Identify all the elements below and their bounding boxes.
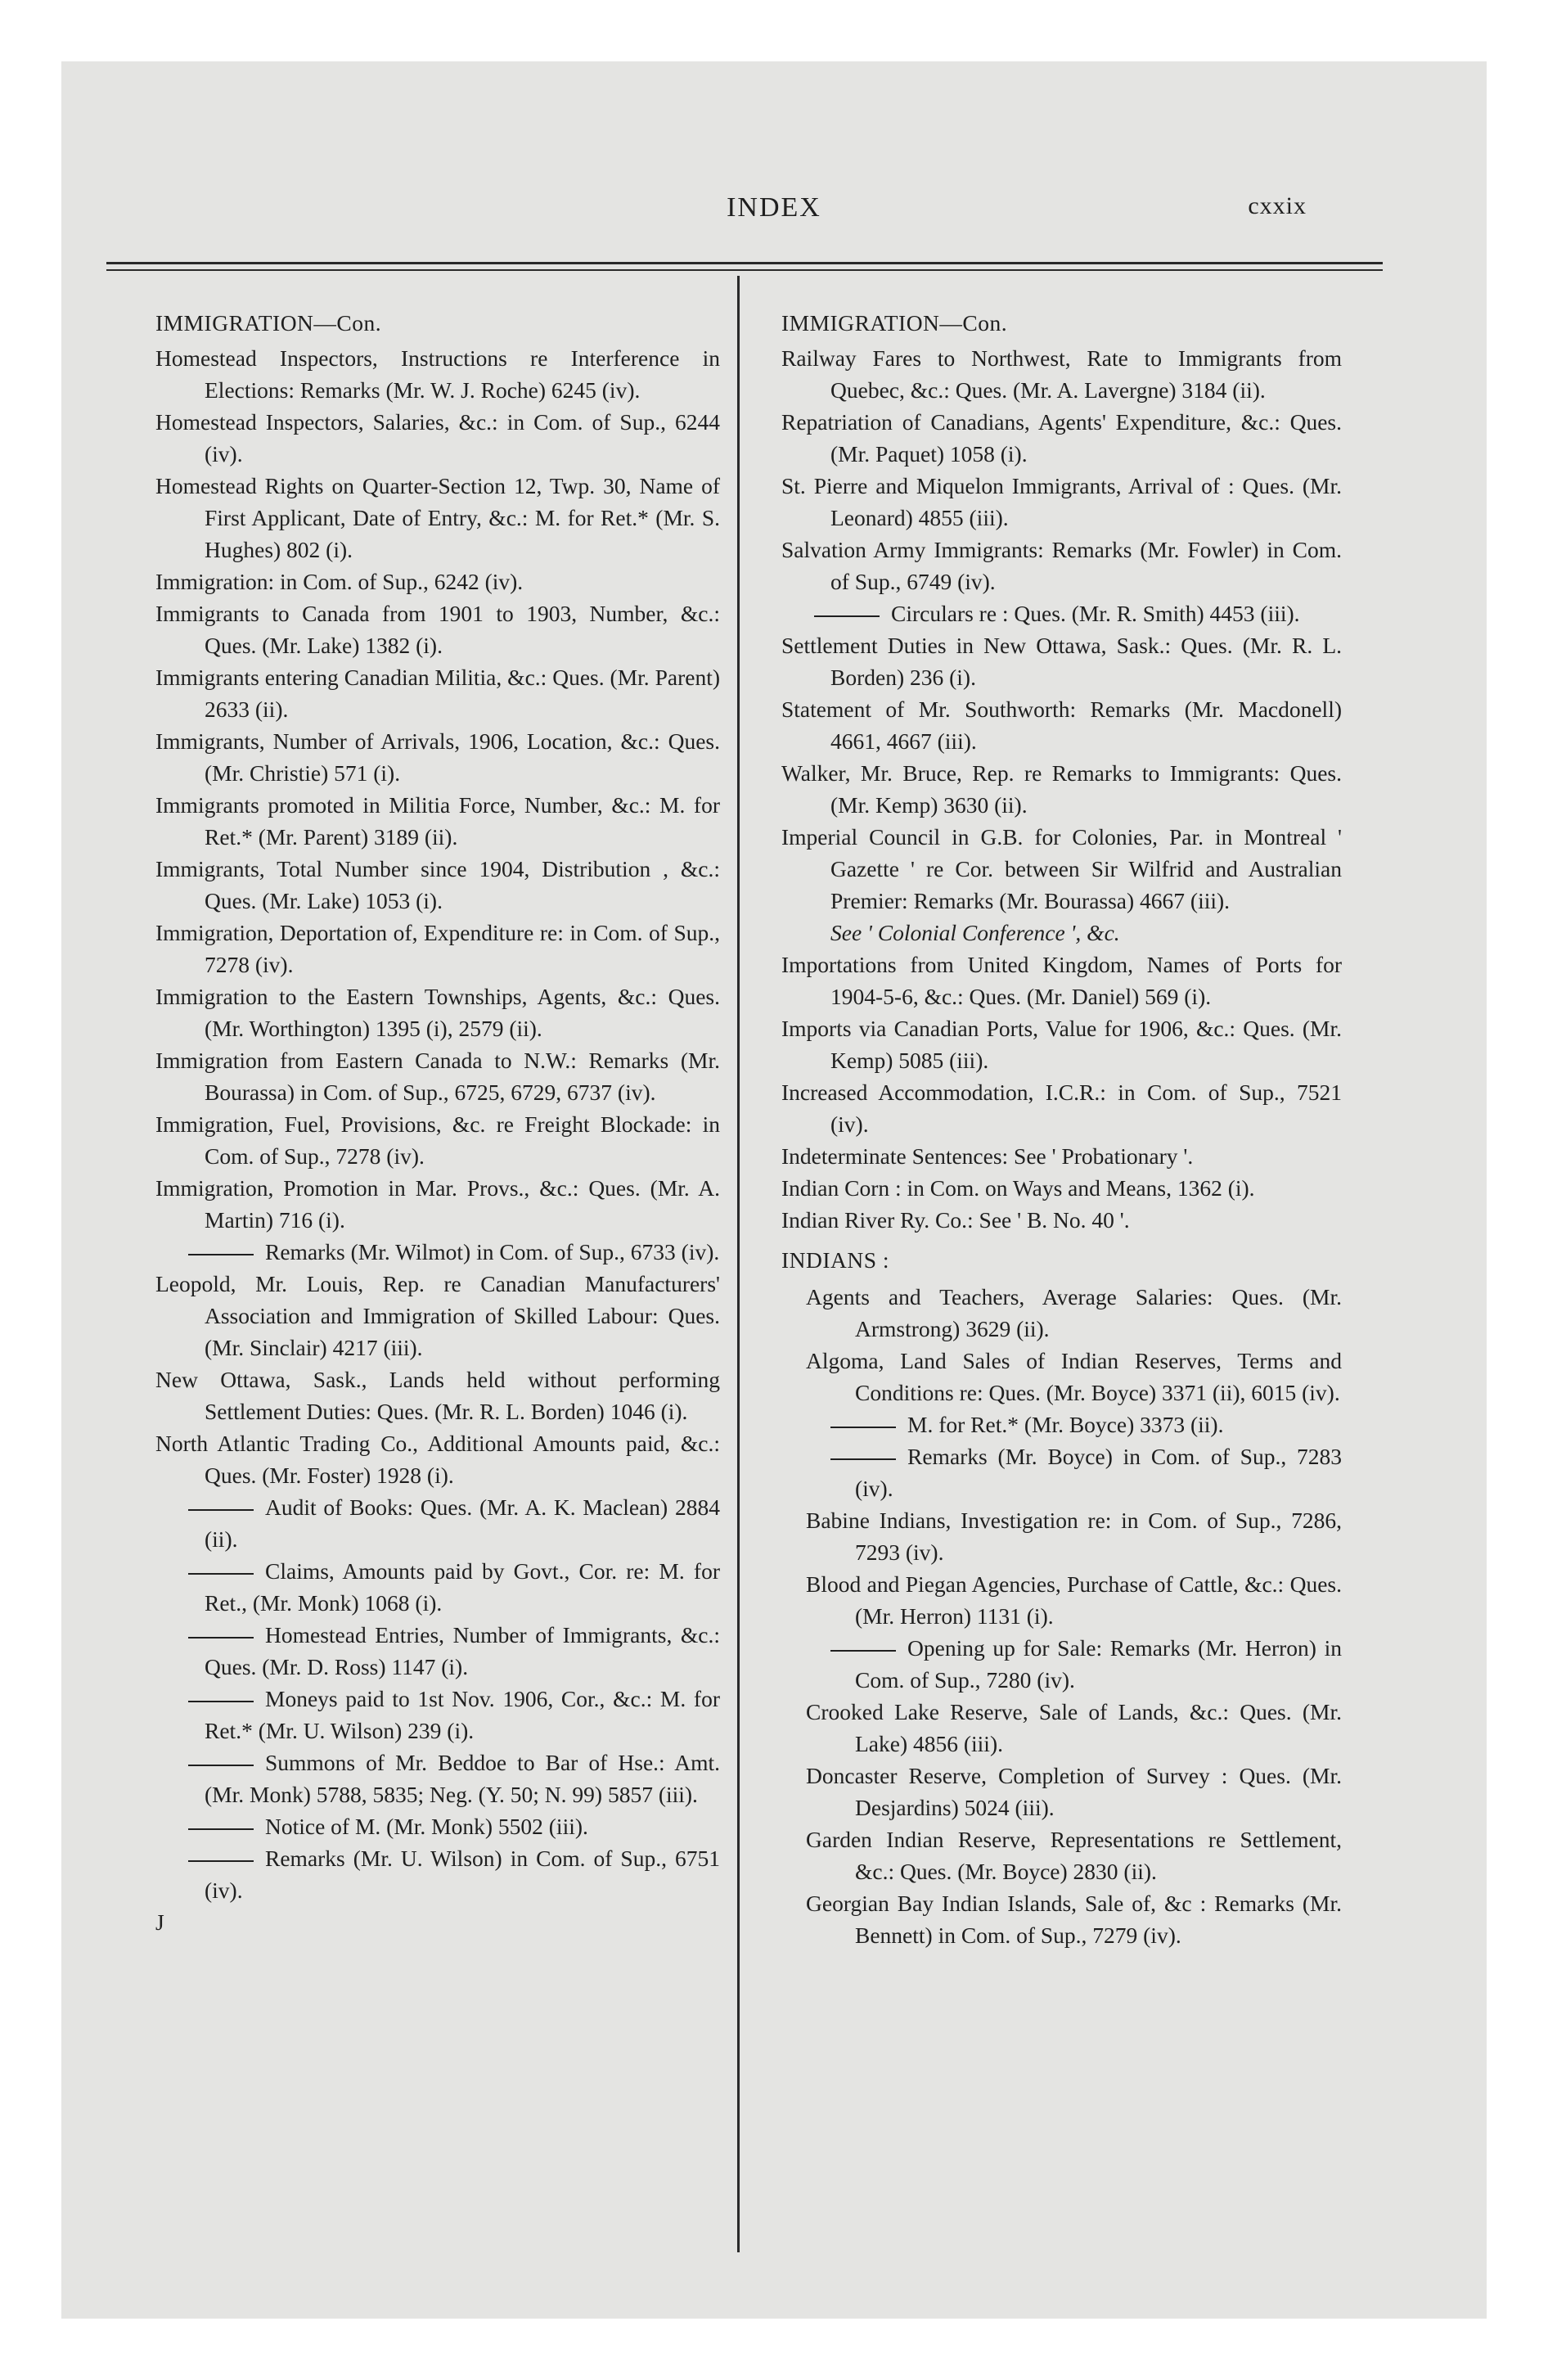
left-entry-text: Immigration from Eastern Canada to N.W.: Remarks (Mr. Bourassa) in Com. of Sup., 6725, 6729, 6737 (iv). — [155, 1048, 720, 1105]
indians-entry — [781, 1632, 1342, 1696]
left-entry-text: Immigrants to Canada from 1901 to 1903, Number, &c.: Ques. (Mr. Lake) 1382 (i). — [155, 601, 720, 658]
left-entry — [155, 470, 720, 566]
left-entry — [155, 1108, 720, 1172]
right-entry-text: Indian Corn : in Com. on Ways and Means, 1362 (i). — [781, 1175, 1255, 1201]
ditto-dash — [188, 1637, 254, 1639]
left-entry-text: Remarks (Mr. Wilmot) in Com. of Sup., 6733 (iv). — [265, 1239, 720, 1264]
ditto-dash — [188, 1828, 254, 1830]
indians-entry-text: M. for Ret.* (Mr. Boyce) 3373 (ii). — [907, 1412, 1224, 1437]
left-entry — [155, 1427, 720, 1491]
left-entry — [155, 789, 720, 853]
header-rule-bottom — [106, 269, 1383, 271]
left-entry-text: Immigration, Deportation of, Expenditure re: in Com. of Sup., 7278 (iv). — [155, 920, 720, 977]
indians-entry — [781, 1281, 1342, 1345]
left-entry-text: Summons of Mr. Beddoe to Bar of Hse.: Amt. (Mr. Monk) 5788, 5835; Neg. (Y. 50; N. 99) 5857 (iii). — [205, 1750, 720, 1807]
right-entry-text: Indeterminate Sentences: See ' Probationary '. — [781, 1143, 1194, 1169]
header-rule-top — [106, 262, 1383, 264]
left-entry-text: North Atlantic Trading Co., Additional Amounts paid, &c.: Ques. (Mr. Foster) 1928 (i). — [155, 1431, 720, 1488]
indians-entry-text: Agents and Teachers, Average Salaries: Ques. (Mr. Armstrong) 3629 (ii). — [806, 1284, 1342, 1341]
indians-entry — [781, 1568, 1342, 1632]
right-entry-text: See ' Colonial Conference ', &c. — [830, 920, 1120, 945]
indians-entry — [781, 1823, 1342, 1887]
left-entry — [155, 566, 720, 597]
left-entry-text: New Ottawa, Sask., Lands held without performing Settlement Duties: Ques. (Mr. R. L. Borden) 1046 (i). — [155, 1367, 720, 1424]
right-entry — [781, 757, 1342, 821]
left-entry-text: Moneys paid to 1st Nov. 1906, Cor., &c.: M. for Ret.* (Mr. U. Wilson) 239 (i). — [205, 1686, 720, 1743]
left-entry — [155, 1044, 720, 1108]
right-entry — [781, 597, 1342, 629]
right-entry — [781, 534, 1342, 597]
ditto-dash — [188, 1254, 254, 1255]
index-page — [61, 61, 1487, 2319]
right-entry — [781, 1140, 1342, 1172]
left-entry-text: Immigration: in Com. of Sup., 6242 (iv). — [155, 569, 524, 594]
indians-entry-text: Algoma, Land Sales of Indian Reserves, Terms and Conditions re: Ques. (Mr. Boyce) 3371 (ii), 6015 (iv). — [806, 1348, 1342, 1405]
left-entry-text: Claims, Amounts paid by Govt., Cor. re: M. for Ret., (Mr. Monk) 1068 (i). — [205, 1558, 720, 1616]
ditto-dash — [830, 1458, 896, 1460]
page-header — [61, 192, 1487, 241]
indians-entry — [781, 1409, 1342, 1440]
right-entry-text: Salvation Army Immigrants: Remarks (Mr. Fowler) in Com. of Sup., 6749 (iv). — [781, 537, 1342, 594]
right-column — [781, 307, 1342, 1951]
indians-entry — [781, 1440, 1342, 1504]
indians-entry — [781, 1887, 1342, 1951]
left-entry — [155, 853, 720, 917]
indians-entry-text: Remarks (Mr. Boyce) in Com. of Sup., 7283 (iv). — [855, 1444, 1342, 1501]
left-entry — [155, 661, 720, 725]
right-entry-text: Imports via Canadian Ports, Value for 1906, &c.: Ques. (Mr. Kemp) 5085 (iii). — [781, 1016, 1342, 1073]
left-entry — [155, 1619, 720, 1683]
indians-entry-text: Doncaster Reserve, Completion of Survey : Ques. (Mr. Desjardins) 5024 (iii). — [806, 1763, 1342, 1820]
right-entry-list — [781, 342, 1342, 1236]
ditto-dash — [830, 1650, 896, 1652]
ditto-dash — [188, 1860, 254, 1862]
ditto-dash — [814, 615, 880, 617]
left-entry — [155, 1172, 720, 1236]
left-entry — [155, 1236, 720, 1268]
left-column — [155, 307, 720, 1938]
right-entry — [781, 821, 1342, 917]
left-entry-text: Immigration, Fuel, Provisions, &c. re Freight Blockade: in Com. of Sup., 7278 (iv). — [155, 1111, 720, 1169]
left-entry-text: Remarks (Mr. U. Wilson) in Com. of Sup., 6751 (iv). — [205, 1846, 720, 1903]
right-entry-text: Imperial Council in G.B. for Colonies, Par. in Montreal ' Gazette ' re Cor. between Sir Wilfrid and Australian Premier: Remarks (Mr. Bourassa) 4667 (iii). — [781, 824, 1342, 913]
indians-entry — [781, 1696, 1342, 1760]
left-entry — [155, 1683, 720, 1747]
left-entry-text: Immigrants, Total Number since 1904, Distribution , &c.: Ques. (Mr. Lake) 1053 (i). — [155, 856, 720, 913]
left-entry — [155, 1491, 720, 1555]
right-entry — [781, 1012, 1342, 1076]
indians-entry-text: Garden Indian Reserve, Representations re Settlement, &c.: Ques. (Mr. Boyce) 2830 (ii). — [806, 1827, 1342, 1884]
indians-entry — [781, 1504, 1342, 1568]
indians-entry-text: Georgian Bay Indian Islands, Sale of, &c : Remarks (Mr. Bennett) in Com. of Sup., 7279 (iv). — [806, 1891, 1342, 1948]
left-entry-text: Homestead Entries, Number of Immigrants, &c.: Ques. (Mr. D. Ross) 1147 (i). — [205, 1622, 720, 1679]
left-entry-list — [155, 342, 720, 1906]
ditto-dash — [188, 1509, 254, 1511]
ditto-dash — [830, 1427, 896, 1428]
ditto-dash — [188, 1765, 254, 1766]
indians-entry-text: Babine Indians, Investigation re: in Com. of Sup., 7286, 7293 (iv). — [806, 1508, 1342, 1565]
left-entry-text: Immigrants entering Canadian Militia, &c.: Ques. (Mr. Parent) 2633 (ii). — [155, 665, 720, 722]
page-title: INDEX — [727, 192, 821, 223]
right-entry-text: Circulars re : Ques. (Mr. R. Smith) 4453 (iii). — [891, 601, 1300, 626]
right-entry — [781, 917, 1342, 949]
left-entry — [155, 1364, 720, 1427]
left-entry-text: Homestead Inspectors, Instructions re Interference in Elections: Remarks (Mr. W. J. Roche) 6245 (iv). — [155, 345, 720, 403]
right-entry — [781, 693, 1342, 757]
left-entry — [155, 1268, 720, 1364]
ditto-dash — [188, 1701, 254, 1702]
ditto-dash — [188, 1573, 254, 1575]
column-divider — [737, 276, 740, 2252]
left-entry — [155, 597, 720, 661]
right-entry — [781, 342, 1342, 406]
left-entry — [155, 1555, 720, 1619]
left-entry-text: Immigrants, Number of Arrivals, 1906, Location, &c.: Ques. (Mr. Christie) 571 (i). — [155, 728, 720, 786]
left-entry-text: Notice of M. (Mr. Monk) 5502 (iii). — [265, 1814, 588, 1839]
left-entry-text: Leopold, Mr. Louis, Rep. re Canadian Manufacturers' Association and Immigration of Skilled Labour: Ques. (Mr. Sinclair) 4217 (iii). — [155, 1271, 720, 1360]
left-entry-text: Immigration, Promotion in Mar. Provs., &c.: Ques. (Mr. A. Martin) 716 (i). — [155, 1175, 720, 1233]
indians-heading: INDIANS : — [781, 1247, 890, 1273]
indians-entry-text: Crooked Lake Reserve, Sale of Lands, &c.: Ques. (Mr. Lake) 4856 (iii). — [806, 1699, 1342, 1756]
right-entry — [781, 1076, 1342, 1140]
left-section-heading: IMMIGRATION—Con. — [155, 310, 382, 336]
left-entry-text: Homestead Inspectors, Salaries, &c.: in Com. of Sup., 6244 (iv). — [155, 409, 720, 467]
indians-entry-text: Blood and Piegan Agencies, Purchase of Cattle, &c.: Ques. (Mr. Herron) 1131 (i). — [806, 1571, 1342, 1629]
right-entry — [781, 949, 1342, 1012]
indians-entry-list — [781, 1281, 1342, 1951]
signature-mark: J — [155, 1909, 164, 1935]
right-section-heading: IMMIGRATION—Con. — [781, 310, 1008, 336]
right-entry — [781, 406, 1342, 470]
left-entry-text: Immigrants promoted in Militia Force, Number, &c.: M. for Ret.* (Mr. Parent) 3189 (ii). — [155, 792, 720, 850]
left-entry — [155, 1810, 720, 1842]
page-number: cxxix — [1248, 192, 1307, 219]
right-entry-text: Settlement Duties in New Ottawa, Sask.: Ques. (Mr. R. L. Borden) 236 (i). — [781, 633, 1342, 690]
right-entry-text: Increased Accommodation, I.C.R.: in Com. of Sup., 7521 (iv). — [781, 1080, 1342, 1137]
left-entry-text: Audit of Books: Ques. (Mr. A. K. Maclean) 2884 (ii). — [205, 1494, 720, 1552]
right-entry — [781, 1172, 1342, 1204]
left-entry-text: Immigration to the Eastern Townships, Agents, &c.: Ques. (Mr. Worthington) 1395 (i), 2579 (ii). — [155, 984, 720, 1041]
right-entry — [781, 1204, 1342, 1236]
left-entry-text: Homestead Rights on Quarter-Section 12, Twp. 30, Name of First Applicant, Date of Entry, &c.: M. for Ret.* (Mr. S. Hughes) 802 (i). — [155, 473, 720, 562]
left-entry — [155, 406, 720, 470]
right-entry — [781, 470, 1342, 534]
right-entry-text: Railway Fares to Northwest, Rate to Immigrants from Quebec, &c.: Ques. (Mr. A. Lavergne) 3184 (ii). — [781, 345, 1342, 403]
left-entry — [155, 1747, 720, 1810]
left-entry — [155, 980, 720, 1044]
right-entry-text: St. Pierre and Miquelon Immigrants, Arrival of : Ques. (Mr. Leonard) 4855 (iii). — [781, 473, 1342, 530]
indians-entry — [781, 1760, 1342, 1823]
left-entry — [155, 1842, 720, 1906]
left-entry — [155, 917, 720, 980]
right-entry — [781, 629, 1342, 693]
left-entry — [155, 342, 720, 406]
right-entry-text: Importations from United Kingdom, Names of Ports for 1904-5-6, &c.: Ques. (Mr. Daniel) 569 (i). — [781, 952, 1342, 1009]
right-entry-text: Walker, Mr. Bruce, Rep. re Remarks to Immigrants: Ques. (Mr. Kemp) 3630 (ii). — [781, 760, 1342, 818]
indians-entry-text: Opening up for Sale: Remarks (Mr. Herron) in Com. of Sup., 7280 (iv). — [855, 1635, 1342, 1693]
left-entry — [155, 725, 720, 789]
right-entry-text: Repatriation of Canadians, Agents' Expenditure, &c.: Ques. (Mr. Paquet) 1058 (i). — [781, 409, 1342, 467]
indians-entry — [781, 1345, 1342, 1409]
right-entry-text: Statement of Mr. Southworth: Remarks (Mr. Macdonell) 4661, 4667 (iii). — [781, 696, 1342, 754]
right-entry-text: Indian River Ry. Co.: See ' B. No. 40 '. — [781, 1207, 1130, 1233]
